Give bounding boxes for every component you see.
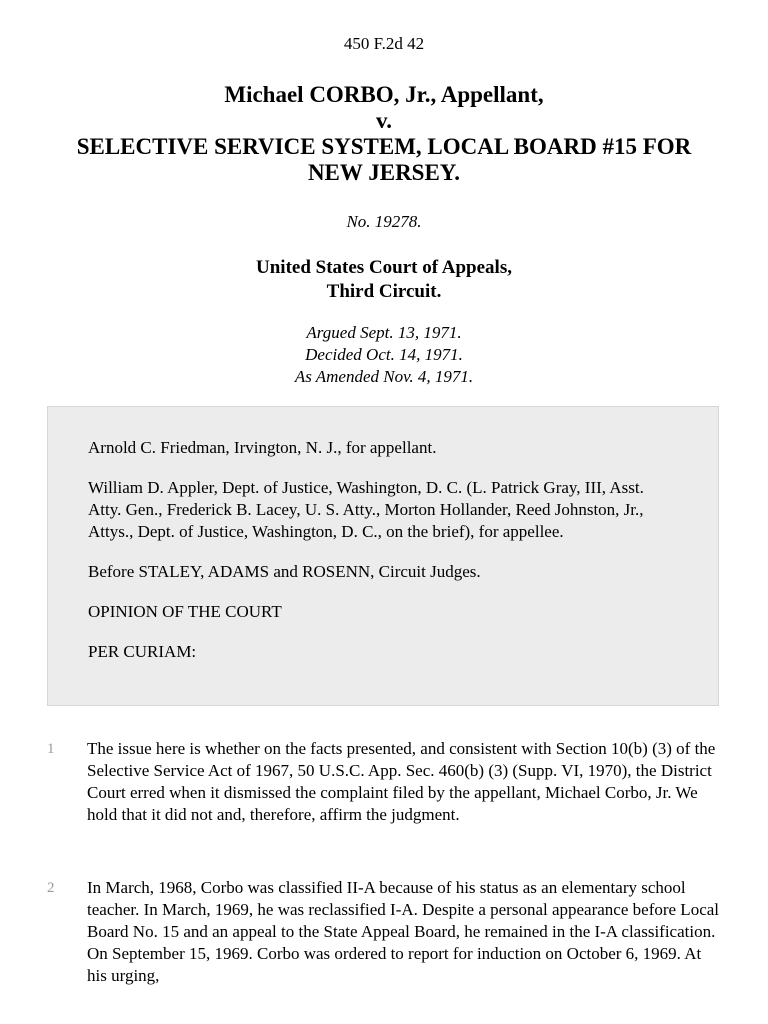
per-curiam-label: PER CURIAM: [88,642,197,661]
caption-appellee-line1: SELECTIVE SERVICE SYSTEM, LOCAL BOARD #15 FOR [76,134,692,159]
paragraph-number: 1 [47,741,55,757]
counsel-appellant: Arnold C. Friedman, Irvington, N. J., for appellant. [88,438,437,457]
argued-date: Argued Sept. 13, 1971. [306,323,462,342]
case-header-box [47,406,719,706]
decided-date: Decided Oct. 14, 1971. [305,345,463,364]
docket-number: No. 19278. [346,212,422,231]
paragraph-number: 2 [47,880,55,896]
citation: 450 F.2d 42 [343,34,425,53]
judges-panel: Before STALEY, ADAMS and ROSENN, Circuit Judges. [88,562,481,581]
caption-versus: v. [376,108,392,133]
paragraph-text: The issue here is whether on the facts presented, and consistent with Section 10(b) (3) of the Selective Service Act of 1967, 50 U.S.C. App. Sec. 460(b) (3) (Supp. VI, 1970), the District Court erred when it dismissed the complaint filed by the appellant, Michael Corbo, Jr. We hold that it did not and, therefore, affirm the judgment. [87,739,716,824]
case-caption [30,82,738,186]
opinion-label: OPINION OF THE COURT [88,602,282,621]
court-name [0,256,768,304]
court-name-line2: Third Circuit. [326,281,442,302]
paragraph-text: In March, 1968, Corbo was classified II-A because of his status as an elementary school teacher. In March, 1969, he was reclassified I-A. Despite a personal appearance before Local Board No. 15 and an appeal to the State Appeal Board, he remained in the I-A classification. On September 15, 1969. Corbo was ordered to report for induction on October 6, 1969. At his urging, [87,878,720,985]
court-name-line1: United States Court of Appeals, [256,257,512,278]
caption-appellee-line2: NEW JERSEY. [307,160,461,185]
caption-appellant: Michael CORBO, Jr., Appellant, [224,82,544,107]
amended-date: As Amended Nov. 4, 1971. [294,367,474,386]
counsel-appellee: William D. Appler, Dept. of Justice, Washington, D. C. (L. Patrick Gray, III, Asst. Atty. Gen., Frederick B. Lacey, U. S. Atty., Morton Hollander, Reed Johnston, Jr., Attys., Dept. of Justice, Washington, D. C., on the brief), for appellee. [88,478,644,541]
case-dates [0,322,768,388]
